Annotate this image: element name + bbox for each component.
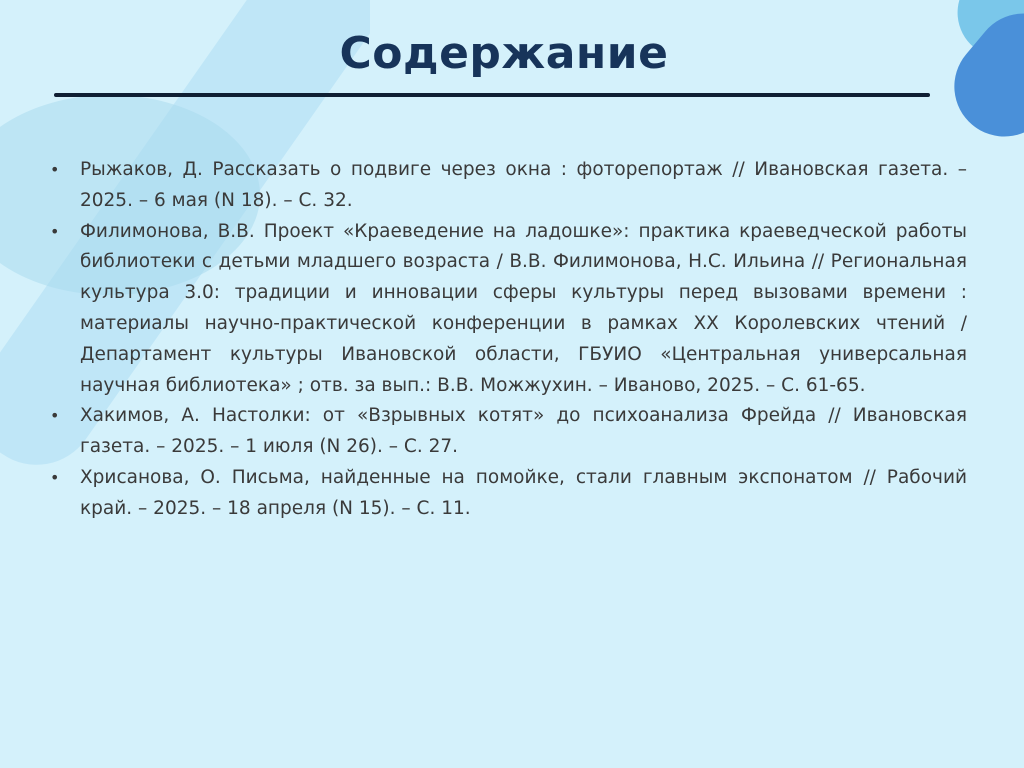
- bullet-icon: •: [50, 160, 60, 179]
- reference-item: [50, 463, 967, 525]
- title-underline: [54, 93, 930, 97]
- reference-item: [50, 401, 967, 463]
- reference-item: [50, 155, 967, 217]
- reference-text: Рыжаков, Д. Рассказать о подвиге через окна : фоторепортаж // Ивановская газета. – 2025. – 6 мая (N 18). – С. 32.: [80, 159, 967, 211]
- bullet-icon: •: [50, 221, 60, 241]
- reference-text: Хрисанова, О. Письма, найденные на помойке, стали главным экспонатом // Рабочий край. – 2025. – 18 апреля (N 15). – С. 11.: [80, 466, 967, 519]
- slide-title: Содержание: [339, 28, 669, 79]
- reference-list: [50, 155, 967, 525]
- reference-item: [50, 217, 967, 402]
- reference-text: Хакимов, А. Настолки: от «Взрывных котят» до психоанализа Фрейда // Ивановская газета. – 2025. – 1 июля (N 26). – С. 27.: [80, 405, 967, 458]
- reference-text: Филимонова, В.В. Проект «Краеведение на ладошке»: практика краеведческой работы библиотеки с детьми младшего возраста / В.В. Филимонова, Н.С. Ильина // Региональная культура 3.0: традиции и инновации сферы культуры перед вызовами времени : материалы научно-практической конференции в рамках XX Королевских чтений / Департамент культуры Ивановской области, ГБУИО «Центральная универсальная научная библиотека» ; отв. за вып.: В.В. Можжухин. – Иваново, 2025. – С. 61-65.: [80, 220, 967, 396]
- bullet-icon: •: [50, 406, 60, 426]
- bullet-icon: •: [50, 467, 60, 487]
